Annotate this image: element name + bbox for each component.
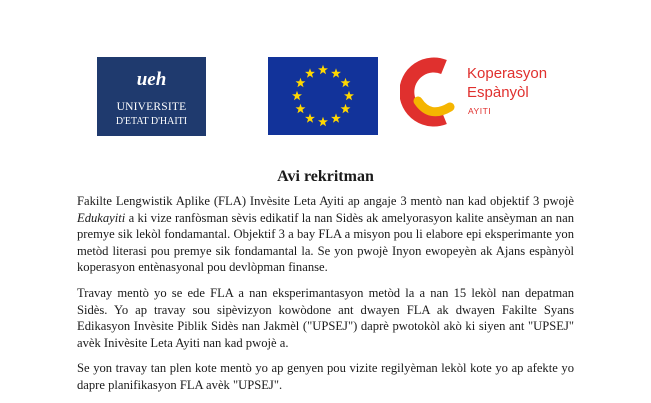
cooperacion-line3: AYITI (468, 106, 492, 116)
cooperacion-line1: Koperasyon (467, 65, 548, 82)
eu-star-icon (305, 113, 315, 122)
ueh-logo (97, 57, 206, 136)
eu-star-icon (331, 68, 341, 77)
document-body (77, 193, 574, 403)
ueh-logo-line2: D'ETAT D'HAITI (115, 116, 188, 127)
ueh-logo-mark: ueh (136, 69, 167, 90)
eu-star-icon (341, 104, 351, 113)
ueh-logo-line1: UNIVERSITE (116, 101, 187, 113)
eu-star-icon (292, 91, 302, 100)
logo-bar (0, 0, 651, 140)
cooperacion-logo (400, 57, 560, 137)
eu-flag-icon (268, 57, 378, 135)
paragraph-1-rest: a ki vize ranfòsman sèvis edikatif la nan Sidès ak amelyorasyon kalite ansèyman an nan premye sik lekòl fondamantal. Objektif 3 a bay FLA a misyon pou li elabore epi eksperimante yon metòd literasi pou premye sik fondamantal la. Se yon pwojè Inyon ewopeyèn ak Ajans espànyòl koperasyon entènasyonal pou devlòpman finanse. (77, 210, 574, 275)
page-title: Avi rekritman (277, 168, 374, 185)
eu-star-circle (268, 57, 378, 135)
eu-star-icon (331, 113, 341, 122)
paragraph-1-start: Fakilte Lengwistik Aplike (FLA) Invèsite Leta Ayiti ap angaje 3 mentò nan kad objektif 3 pwojè (77, 194, 574, 208)
eu-star-icon (341, 78, 351, 87)
eu-star-icon (296, 78, 306, 87)
eu-star-icon (344, 91, 354, 100)
project-name: Edukayiti (77, 210, 126, 225)
eu-star-icon (296, 104, 306, 113)
paragraph-2: Travay mentò yo se ede FLA a nan eksperimantasyon metòd la a nan 15 lekòl nan depatman Sidès. Yo ap travay sou sipèvizyon kowòdone ant dwayen FLA ak dwayen Fakilte Syans Edikasyon Invèsite Piblik Sidès nan Jakmèl ("UPSEJ") daprè pwotokòl akò ki siyen ant "UPSEJ" avèk Inivèsite Leta Ayiti nan kad pwojè a. (77, 285, 574, 350)
paragraph-1 (77, 193, 574, 276)
cooperacion-c-icon (400, 57, 464, 127)
cooperacion-line2: Espànyòl (467, 84, 529, 101)
eu-star-icon (305, 68, 315, 77)
paragraph-3: Se yon travay tan plen kote mentò yo ap genyen pou vizite regilyèman lekòl kote yo ap afekte yo dapre planifikasyon FLA avèk "UPSEJ". (77, 361, 574, 392)
eu-star-icon (318, 117, 328, 126)
eu-star-icon (318, 65, 328, 74)
